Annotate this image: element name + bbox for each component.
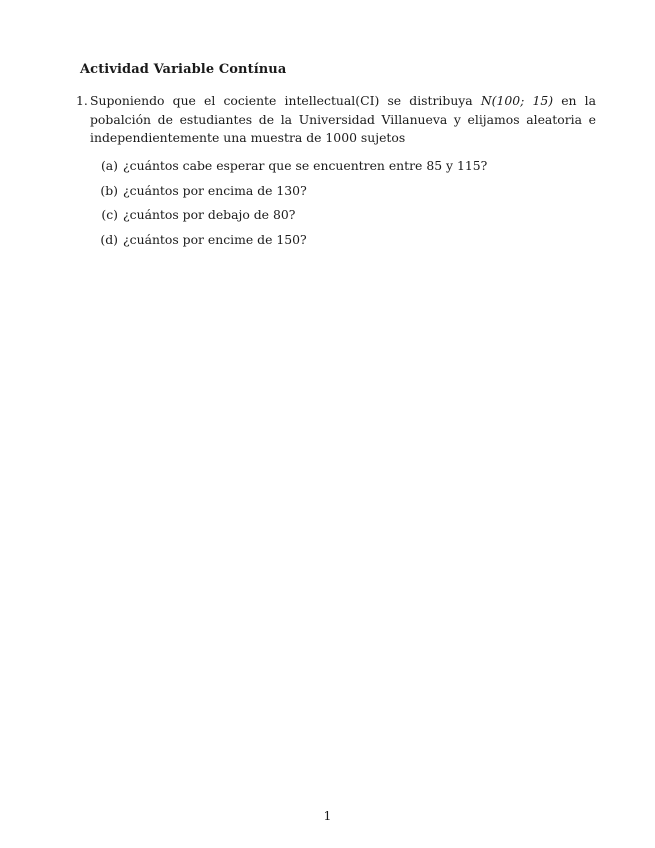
sub-question-text: ¿cuántos por encime de 150?: [123, 231, 307, 247]
document-title: Actividad Variable Contínua: [80, 62, 287, 77]
sub-question-d: [96, 232, 487, 257]
sub-question-label: (b): [100, 182, 118, 198]
sub-question-list: [96, 158, 487, 256]
page-number: 1: [323, 808, 332, 823]
sub-question-b: [96, 183, 487, 208]
sub-question-label: (c): [101, 207, 118, 222]
sub-question-text: ¿cuántos por encima de 130?: [123, 182, 307, 198]
problem-1: [76, 92, 596, 148]
sub-question-label: (d): [100, 231, 118, 247]
sub-question-c: [96, 207, 487, 232]
sub-question-label: (a): [100, 158, 118, 173]
problem-statement: [90, 92, 596, 148]
problem-text-after: en la pobalción de estudiantes de la Universidad Villanueva y elijamos aleatoria e independientemente una muestra de 1000 sujetos: [90, 93, 596, 145]
sub-question-text: ¿cuántos por debajo de 80?: [123, 207, 296, 222]
problem-text-before: Suponiendo que el cociente intellectual(CI) se distribuya: [90, 93, 481, 108]
problem-number: 1.: [76, 93, 88, 108]
sub-question-a: [96, 158, 487, 183]
sub-question-text: ¿cuántos cabe esperar que se encuentren entre 85 y 115?: [123, 158, 488, 173]
distribution-formula: N(100; 15): [480, 93, 554, 108]
